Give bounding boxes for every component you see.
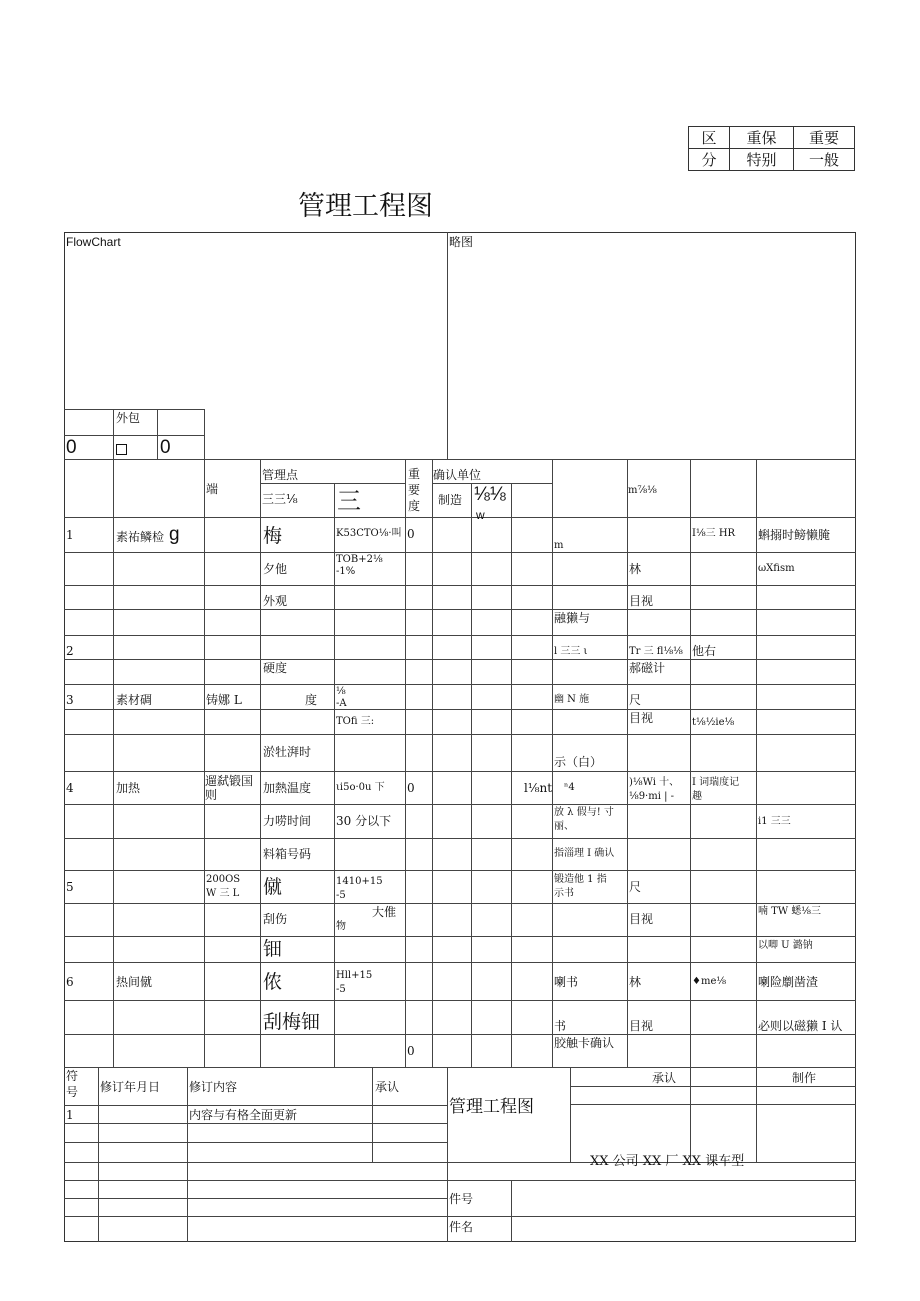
header-cp-sub1: 三三⅛ (262, 492, 298, 506)
cell-c11: 郝磁计 (629, 661, 666, 675)
process-name: 素祐鳞检 (116, 530, 165, 544)
importance-mark: 0 (407, 527, 415, 541)
footer-part-name: 件名 (449, 1220, 474, 1234)
control-item: 刮梅钿 (263, 1011, 321, 1033)
importance-mark: 0 (407, 781, 415, 795)
control-item: 刮伤 (263, 912, 288, 926)
cell-c12: I⅛三 HR (692, 528, 736, 539)
rev-header-content: 修订内容 (189, 1080, 238, 1094)
cell-c9: l⅛nt (524, 781, 553, 795)
cell-c10: l 三三 ι (554, 646, 588, 657)
class-cell: 重要 (794, 127, 855, 149)
cell-c13: 以唧 U 潞钠 (758, 940, 813, 951)
importance-mark: 0 (407, 1044, 415, 1058)
sketch-label: 略图 (449, 235, 474, 249)
spec-value: ⅛ -A (336, 686, 347, 709)
row-no: 4 (66, 781, 74, 795)
spec-value: Hll+15 -5 (336, 970, 373, 995)
footer-make: 制作 (792, 1071, 817, 1085)
process-name: 热间僦 (116, 975, 153, 989)
cell-c10: 喇书 (554, 975, 579, 989)
spec-value: TOB+2⅛ -1% (336, 554, 383, 577)
outsource-left: 0 (66, 437, 77, 458)
rev-header-approve: 承认 (375, 1080, 400, 1094)
cell-c12: I 词瑞度记 趣 (692, 777, 740, 802)
cell-c3: 遛弑锻国 则 (205, 774, 254, 802)
cell-c10: 指淄理 I 确认 (554, 848, 615, 859)
cell-c3: 铸娜 L (206, 693, 242, 707)
class-cell: 区 (689, 127, 730, 149)
cell-c10: 融獭与 (554, 611, 591, 625)
cell-c11: 尺 (629, 880, 642, 894)
header-manufacture: 制造 (438, 493, 463, 507)
cell-c11: )⅛Wi 十、 ⅛9·mi | - (629, 777, 680, 802)
cell-c10: m (554, 540, 564, 551)
outsource-right: 0 (160, 437, 171, 458)
class-cell: 特别 (730, 149, 794, 171)
header-importance: 重要度 (408, 467, 421, 513)
cell-c11: 林 (629, 562, 642, 576)
cell-c13: 喃 TW 蟋⅛三 (758, 906, 821, 917)
footer-company: XX 公司 XX 厂 XX 课车型 (590, 1154, 745, 1169)
cell-c13: 喇险劘凿渣 (758, 975, 819, 989)
header-frac-w: w (476, 508, 485, 522)
cell-c11: 目视 (629, 1019, 654, 1033)
cell-c11: Tr 三 fl⅛⅛ (629, 646, 683, 657)
control-item: 钿 (263, 938, 283, 960)
cell-c10: 书 (554, 1019, 567, 1033)
spec-value: ιi5o·0u 下 (336, 782, 385, 793)
header-cp-sub2: 三 (337, 487, 361, 515)
cell-c11: 林 (629, 975, 642, 989)
spec-value: 30 分以下 (336, 814, 392, 828)
row-no: 6 (66, 975, 74, 989)
header-c11: m⅞⅛ (628, 485, 657, 496)
cell-c10: 幽 N 施 (554, 694, 590, 705)
cell-c11: 目视 (629, 912, 654, 926)
control-item: 加熱温度 (263, 781, 312, 795)
control-item: 夕他 (263, 562, 288, 576)
form-frame (64, 232, 856, 1242)
cell-c13: 必则以磁獭 I 认 (758, 1019, 843, 1033)
control-item: 淤牡湃时 (263, 745, 312, 759)
cell-c11: 目视 (629, 594, 654, 608)
header-c3: 端 (206, 482, 219, 496)
spec-value: 大倠 (372, 905, 397, 919)
cell-c12: t⅛½ie⅛ (692, 717, 735, 728)
control-item: 僦 (263, 876, 283, 898)
page-title: 管理工程图 (298, 191, 433, 222)
spec-value: 1410+15 -5 (336, 876, 383, 901)
class-cell: 一般 (794, 149, 855, 171)
cell-c11: 目视 (629, 711, 654, 725)
header-confirm-unit: 确认单位 (433, 468, 482, 482)
control-item: 外观 (263, 594, 288, 608)
cell-c3: 200OS W 三 L (206, 874, 241, 899)
class-cell: 重保 (730, 127, 794, 149)
cell-c10: 放 λ 假与! 寸 丽、 (554, 807, 614, 832)
process-name: 加热 (116, 781, 141, 795)
row-no: 2 (66, 644, 74, 658)
flowchart-label: FlowChart (66, 235, 121, 249)
header-frac: ⅛⅛ (474, 484, 506, 505)
cell-c11: 尺 (629, 693, 642, 707)
control-item: 硬度 (263, 661, 288, 675)
control-item: 侬 (263, 971, 283, 993)
outsource-label: 外包 (116, 411, 141, 425)
cell-c10: 示（白） (554, 755, 603, 769)
header-control-point: 管理点 (262, 468, 299, 482)
cell-c12: 他右 (692, 644, 717, 658)
control-item: 梅 (263, 525, 283, 547)
cell-c10: 锻造他 1 指 示书 (554, 874, 607, 899)
footer-title: 管理工程图 (449, 1097, 534, 1117)
rev-row-no: 1 (66, 1108, 74, 1122)
rev-row-content: 内容与有格全面更新 (189, 1108, 298, 1122)
spec-value: K53CTO⅛·叫 (336, 528, 402, 539)
cell-c10: 胶触卡确认 (554, 1036, 615, 1050)
control-item: 度 (305, 693, 318, 707)
cell-c13: 蝌搦时鳑懒腌 (758, 528, 831, 542)
row-no: 5 (66, 880, 74, 894)
class-cell: 分 (689, 149, 730, 171)
footer-approve: 承认 (652, 1071, 677, 1085)
row-no: 3 (66, 693, 74, 707)
control-item: 力唠时间 (263, 814, 312, 828)
rev-header-no: 符号 (66, 1069, 79, 1099)
cell-c13: ωXfism (758, 563, 795, 574)
square-icon (116, 442, 127, 456)
spec-value: 物 (336, 921, 346, 932)
rev-header-date: 修订年月日 (100, 1080, 161, 1094)
process-name: 素材碉 (116, 693, 153, 707)
control-item: 料箱号码 (263, 847, 312, 861)
spec-value: TOfi 三: (336, 716, 375, 727)
cell-c10: ⁿ4 (564, 782, 575, 793)
cell-c13: i1 三三 (758, 816, 791, 827)
row-no: 1 (66, 528, 74, 542)
footer-part-no: 件号 (449, 1192, 474, 1206)
cell-c12: ♦me⅛ (692, 976, 727, 987)
process-mark: g (169, 524, 180, 545)
classification-table (688, 126, 855, 171)
